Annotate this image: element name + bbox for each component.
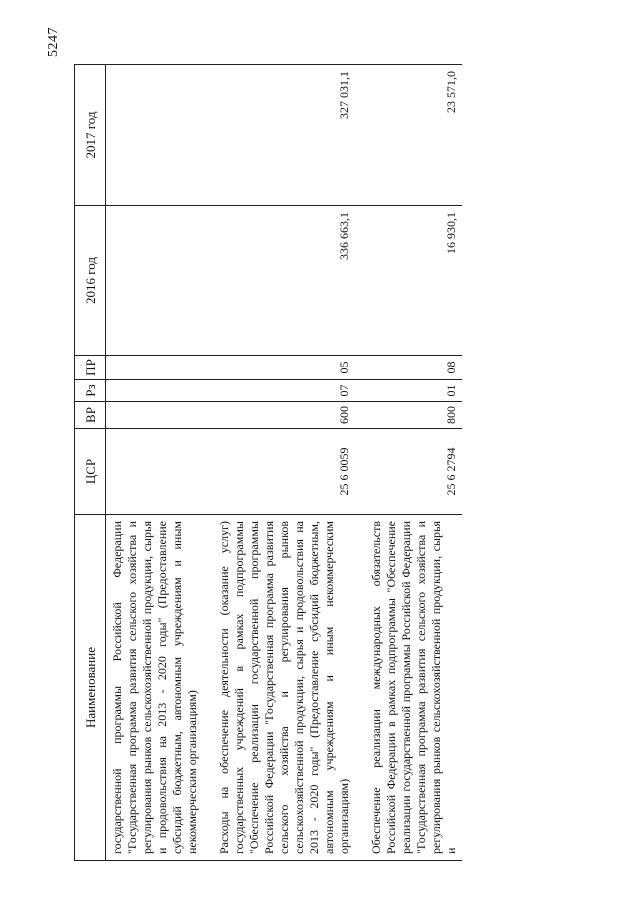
row-csr: 25 6 2794 (365, 429, 462, 515)
table-header-row (75, 65, 106, 861)
row-name: Расходы на обеспечение деятельности (оказание услуг) государственных учреждений в рамках подпрограммы "Обеспечение реализации государственной программы Российской Федерации "Государственная программа развития сельского хозяйства и регулирования рынков сельскохозяйственной продукции, сырья и продовольствия на 2013 - 2020 годы" (Предоставление субсидий бюджетным, автономным учреждениям и иным некоммерческим организациям) (213, 515, 355, 861)
header-vr: ВР (75, 402, 106, 429)
row-2017 (106, 65, 204, 206)
row-name: Обеспечение реализации международных обязательств Российской Федерации в рамках подпрограммы "Обеспечение реализации государственной программы Российской Федерации "Государственная программа развития сельского хозяйства и регулирования рынков сельскохозяйственной продукции, сырья и (365, 515, 462, 861)
row-pr (106, 356, 204, 380)
row-name: государственной программы Российской Федерации "Государственная программа развития сельского хозяйства и регулирования рынков сельскохозяйственной продукции, сырья и продовольствия на 2013 - 2020 годы" (Предоставление субсидий бюджетным, автономным учреждениям и иным некоммерческим организациям) (106, 515, 204, 861)
row-csr (106, 429, 204, 515)
row-2017: 327 031,1 (213, 65, 355, 206)
row-vr (106, 402, 204, 429)
row-2016: 336 663,1 (213, 206, 355, 356)
row-vr: 600 (213, 402, 355, 429)
table-row (365, 65, 462, 861)
table-row (213, 65, 355, 861)
header-csr: ЦСР (75, 429, 106, 515)
budget-table (74, 64, 462, 861)
row-pr: 08 (365, 356, 462, 380)
row-spacer (203, 65, 213, 861)
page-number: 5247 (46, 27, 61, 57)
header-rz: Рз (75, 380, 106, 402)
row-rz: 07 (213, 380, 355, 402)
header-2016: 2016 год (75, 206, 106, 356)
row-spacer (355, 65, 365, 861)
row-2016 (106, 206, 204, 356)
row-rz: 01 (365, 380, 462, 402)
header-pr: ПР (75, 356, 106, 380)
row-csr: 25 6 0059 (213, 429, 355, 515)
row-pr: 05 (213, 356, 355, 380)
header-2017: 2017 год (75, 65, 106, 206)
row-rz (106, 380, 204, 402)
row-2017: 23 571,0 (365, 65, 462, 206)
table-row (106, 65, 204, 861)
row-2016: 16 930,1 (365, 206, 462, 356)
header-name: Наименование (75, 515, 106, 861)
row-vr: 800 (365, 402, 462, 429)
